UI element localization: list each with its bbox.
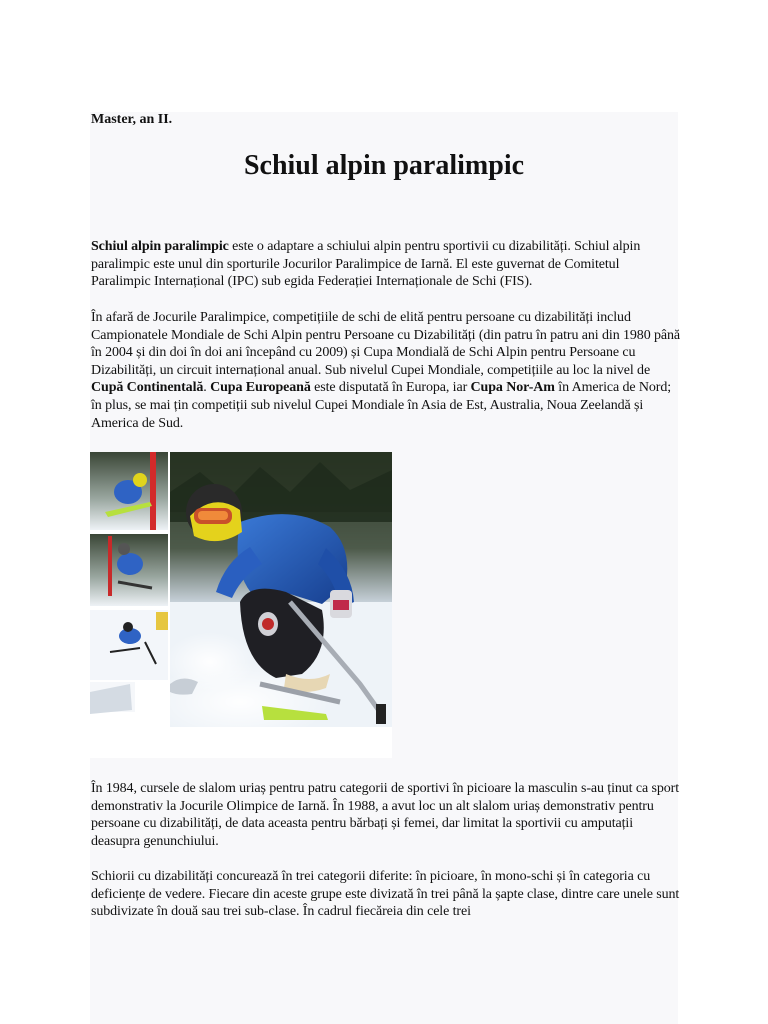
cupa-continentala-term: Cupă Continentală [91,380,204,396]
paragraph-intro-term: Schiul alpin paralimpic [91,239,229,254]
paragraph-intro [91,238,681,291]
paragraph-competitions-text-b: . [203,380,211,396]
paragraph-history: În 1984, cursele de slalom uriaș pentru patru categorii de sportivi în picioare la masculin s-au ținut ca sport demonstrativ la Jocurile Olimpice de Iarnă. În 1988, a avut loc un alt slalom uriaș demonstrativ pentru persoane cu dizabilități, de data aceasta pentru bărbați și femei, dar limitat la sportivii cu amputații deasupra genunchiului. [91,781,680,849]
paragraph-competitions-text-a: În afară de Jocurile Paralimpice, competițiile de schi de elită pentru persoane cu dizabilități includ Campionatele Mondiale de Schi Alpin pentru Persoane cu Dizabilități (din patru în patru ani din 1980 până în 2004 și din doi în doi ani începând cu 2009) și Cupa Mondială de Schi Alpin pentru Persoane cu Dizabilități, un circuit internațional anual. Sub nivelul Cupei Mondiale, competițiile au loc la nivel de [91,310,681,378]
paragraph-competitions-text-c: este disputată în Europa, iar [310,380,471,396]
document-header: Master, an II. [91,112,173,127]
paragraph-competitions [91,309,681,432]
cupa-europeana-term: Cupa Europeană [210,380,311,396]
document-title: Schiul alpin paralimpic [243,150,525,181]
paragraph-competitions-text-d: în America de Nord; în plus, se mai țin competiții sub nivelul Cupei Mondiale în Asia de Est, Australia, Noua Zeelandă și America de Sud. [91,380,672,431]
sit-ski-athlete-photo [90,452,392,758]
sit-ski-athlete-collage-icon [90,452,392,758]
cupa-nor-am-term: Cupa Nor-Am [470,380,555,396]
paragraph-categories: Schiorii cu dizabilități concurează în trei categorii diferite: în picioare, în mono-schi și în categoria cu deficiențe de vedere. Fiecare din aceste grupe este divizată în trei până la șapte clase, dintre care unele sunt subdivizate în două sau trei sub-clase. În cadrul fiecăreia din cele trei [91,869,680,920]
paragraph-intro-text: este o adaptare a schiului alpin pentru sportivii cu dizabilități. Schiul alpin paralimpic este unul din sporturile Jocurilor Paralimpice de Iarnă. El este guvernat de Comitetul Paralimpic Internațional (IPC) sub egida Federației Internaționale de Schi (FIS). [91,239,641,290]
